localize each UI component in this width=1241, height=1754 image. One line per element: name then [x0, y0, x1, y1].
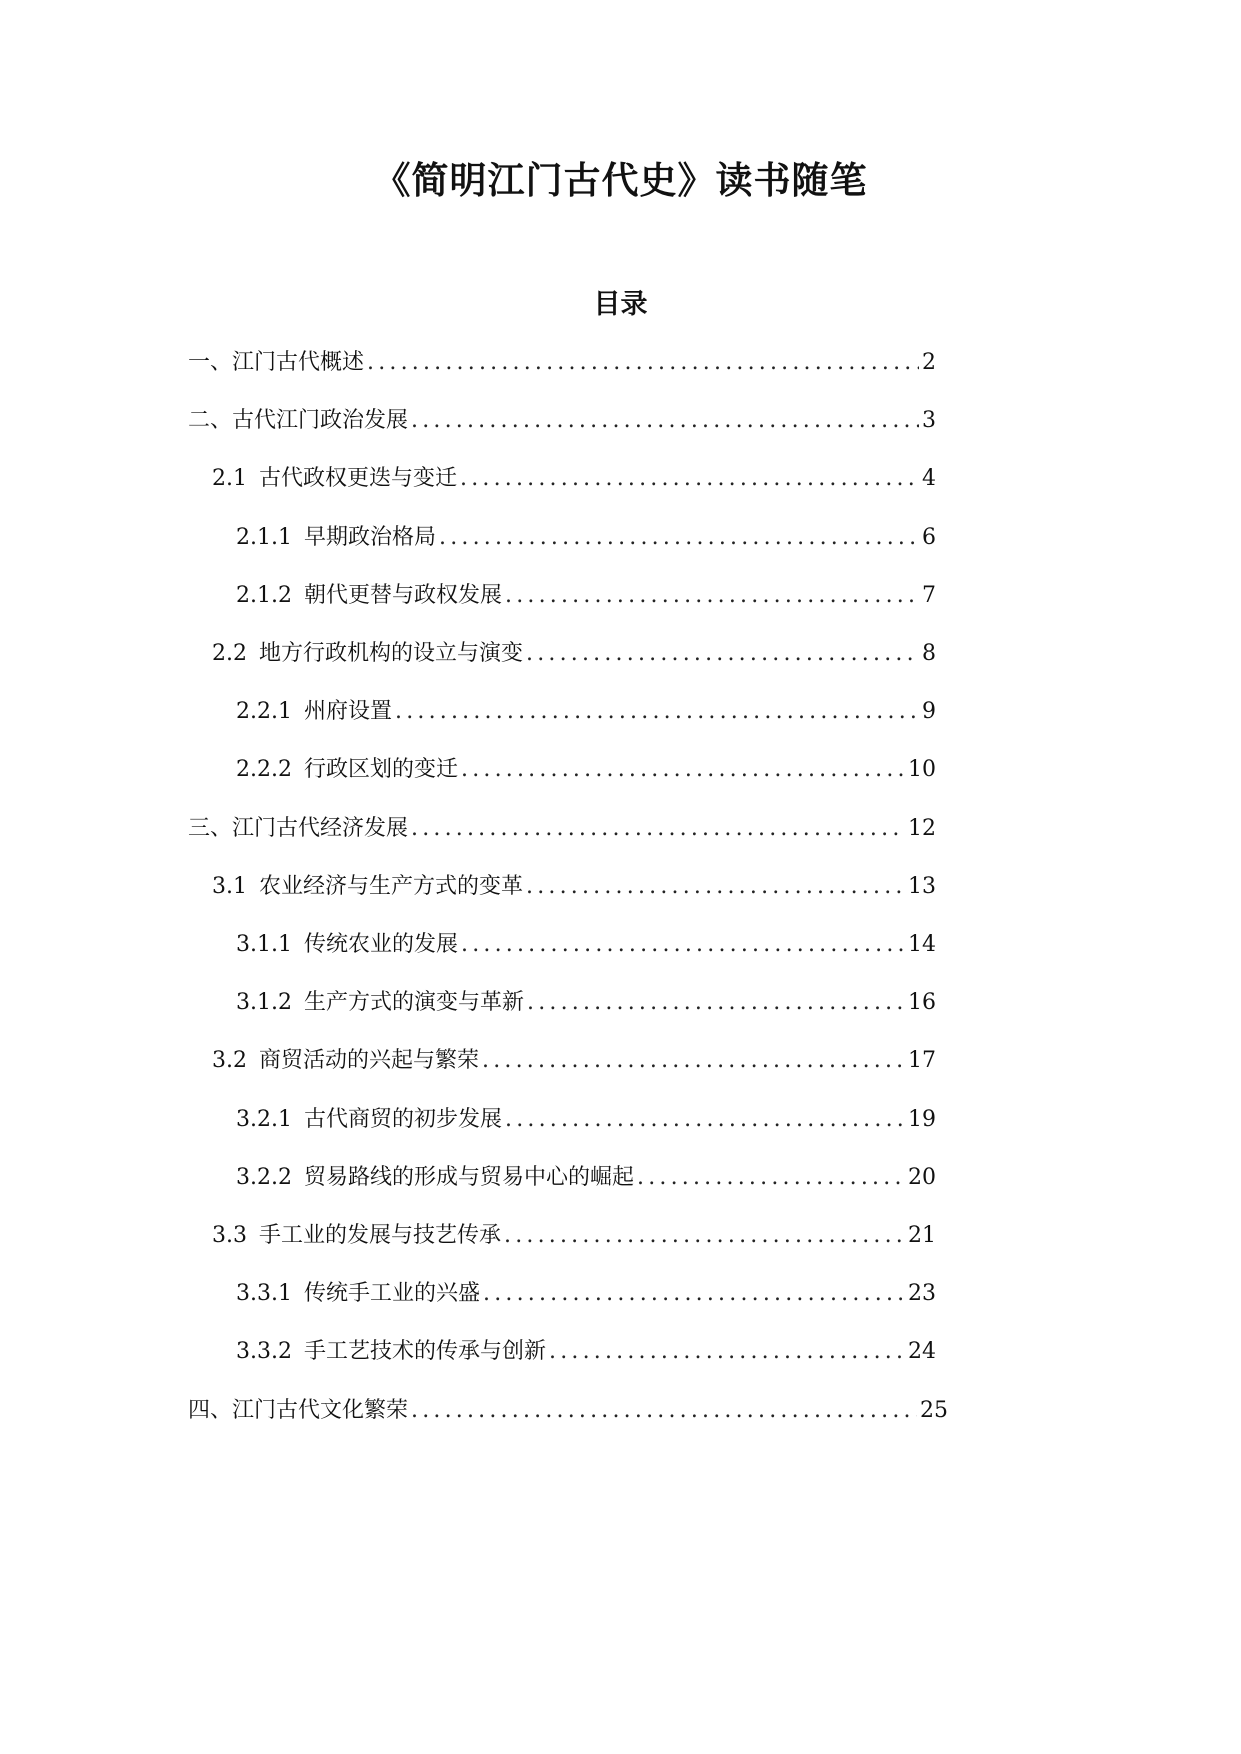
toc-entry-page-number: 14 — [908, 932, 936, 957]
toc-entry-number: 2.2.1 — [236, 699, 292, 724]
toc-heading: 目录 — [593, 289, 648, 320]
toc-entry-label: 一、江门古代概述 — [188, 350, 365, 375]
toc-entry-number: 3.2.2 — [236, 1165, 292, 1190]
toc-entry-label: 州府设置 — [303, 699, 392, 724]
toc-dot-leader — [505, 1103, 905, 1137]
toc-dot-leader — [483, 1277, 905, 1311]
toc-entry[interactable] — [236, 753, 936, 787]
toc-entry-page-number: 13 — [908, 874, 936, 899]
toc-dot-leader — [637, 1161, 905, 1195]
toc-entry-page-number: 6 — [922, 525, 936, 550]
toc-entry[interactable] — [236, 986, 936, 1020]
toc-entry-label: 早期政治格局 — [303, 525, 436, 550]
toc-entry-page-number: 4 — [922, 466, 936, 491]
toc-entry-number: 2.1.1 — [236, 525, 292, 550]
toc-entry-page-number: 12 — [908, 816, 936, 841]
toc-entry-page-number: 21 — [908, 1223, 936, 1248]
toc-entry-number: 2.1 — [212, 466, 247, 491]
toc-entry[interactable] — [236, 579, 936, 613]
toc-entry-label: 手工艺技术的传承与创新 — [303, 1339, 546, 1364]
toc-dot-leader — [395, 695, 919, 729]
toc-entry[interactable] — [212, 1044, 936, 1078]
toc-entry[interactable] — [236, 1161, 936, 1195]
toc-dot-leader — [439, 521, 919, 555]
toc-entry[interactable] — [188, 404, 936, 438]
toc-entry-number: 2.2.2 — [236, 757, 292, 782]
toc-entry[interactable] — [236, 1277, 936, 1311]
toc-dot-leader — [549, 1335, 905, 1369]
toc-entry-number: 3.3 — [212, 1223, 247, 1248]
toc-dot-leader — [461, 928, 905, 962]
toc-entry-label: 古代商贸的初步发展 — [303, 1107, 502, 1132]
toc-entry-label: 传统农业的发展 — [303, 932, 458, 957]
toc-entry-page-number: 20 — [908, 1165, 936, 1190]
toc-entry-page-number: 19 — [908, 1107, 936, 1132]
toc-entry-label: 三、江门古代经济发展 — [188, 816, 409, 841]
toc-entry[interactable] — [188, 812, 936, 846]
toc-entry-page-number: 25 — [920, 1398, 948, 1423]
toc-entry-number: 3.2.1 — [236, 1107, 292, 1132]
toc-entry[interactable] — [236, 521, 936, 555]
toc-dot-leader — [411, 1394, 917, 1428]
toc-dot-leader — [460, 462, 919, 496]
document-title: 《简明江门古代史》读书随笔 — [373, 158, 868, 202]
toc-entry-page-number: 2 — [922, 350, 936, 375]
toc-entry-number: 2.1.2 — [236, 583, 292, 608]
toc-entry-label: 商贸活动的兴起与繁荣 — [259, 1048, 480, 1073]
toc-dot-leader — [504, 1219, 905, 1253]
toc-entry-page-number: 23 — [908, 1281, 936, 1306]
toc-dot-leader — [367, 346, 919, 380]
toc-entry-number: 3.1.2 — [236, 990, 292, 1015]
toc-entry-label: 二、古代江门政治发展 — [188, 408, 409, 433]
toc-entry[interactable] — [236, 1103, 936, 1137]
toc-dot-leader — [526, 870, 905, 904]
toc-dot-leader — [482, 1044, 905, 1078]
toc-dot-leader — [526, 637, 919, 671]
toc-entry-label: 地方行政机构的设立与演变 — [259, 641, 524, 666]
toc-entry-page-number: 16 — [908, 990, 936, 1015]
toc-entry[interactable] — [212, 462, 936, 496]
toc-entry-number: 3.2 — [212, 1048, 247, 1073]
toc-entry[interactable] — [212, 637, 936, 671]
toc-entry-number: 3.3.1 — [236, 1281, 292, 1306]
toc-entry-page-number: 7 — [922, 583, 936, 608]
toc-dot-leader — [411, 812, 905, 846]
toc-dot-leader — [461, 753, 905, 787]
toc-entry-page-number: 10 — [908, 757, 936, 782]
toc-entry-page-number: 9 — [922, 699, 936, 724]
toc-entry-label: 农业经济与生产方式的变革 — [259, 874, 524, 899]
toc-entry-label: 生产方式的演变与革新 — [303, 990, 524, 1015]
toc-entry-label: 贸易路线的形成与贸易中心的崛起 — [303, 1165, 634, 1190]
toc-entry[interactable] — [188, 346, 936, 380]
toc-dot-leader — [527, 986, 905, 1020]
toc-entry-label: 四、江门古代文化繁荣 — [188, 1398, 409, 1423]
toc-entry-page-number: 3 — [922, 408, 936, 433]
toc-entry-page-number: 8 — [922, 641, 936, 666]
toc-entry-label: 行政区划的变迁 — [303, 757, 458, 782]
toc-entry[interactable] — [236, 695, 936, 729]
toc-entry-page-number: 24 — [908, 1339, 936, 1364]
toc-entry-label: 古代政权更迭与变迁 — [259, 466, 458, 491]
toc-entry[interactable] — [188, 1394, 948, 1428]
toc-entry-number: 3.1 — [212, 874, 247, 899]
toc-entry-label: 手工业的发展与技艺传承 — [259, 1223, 502, 1248]
toc-entry-number: 2.2 — [212, 641, 247, 666]
toc-dot-leader — [411, 404, 919, 438]
toc-entry-number: 3.3.2 — [236, 1339, 292, 1364]
toc-entry[interactable] — [236, 1335, 936, 1369]
toc-entry-page-number: 17 — [908, 1048, 936, 1073]
toc-entry[interactable] — [212, 1219, 936, 1253]
toc-entry-label: 朝代更替与政权发展 — [303, 583, 502, 608]
toc-dot-leader — [505, 579, 919, 613]
toc-entry-number: 3.1.1 — [236, 932, 292, 957]
toc-entry[interactable] — [212, 870, 936, 904]
toc-entry[interactable] — [236, 928, 936, 962]
toc-entry-label: 传统手工业的兴盛 — [303, 1281, 480, 1306]
